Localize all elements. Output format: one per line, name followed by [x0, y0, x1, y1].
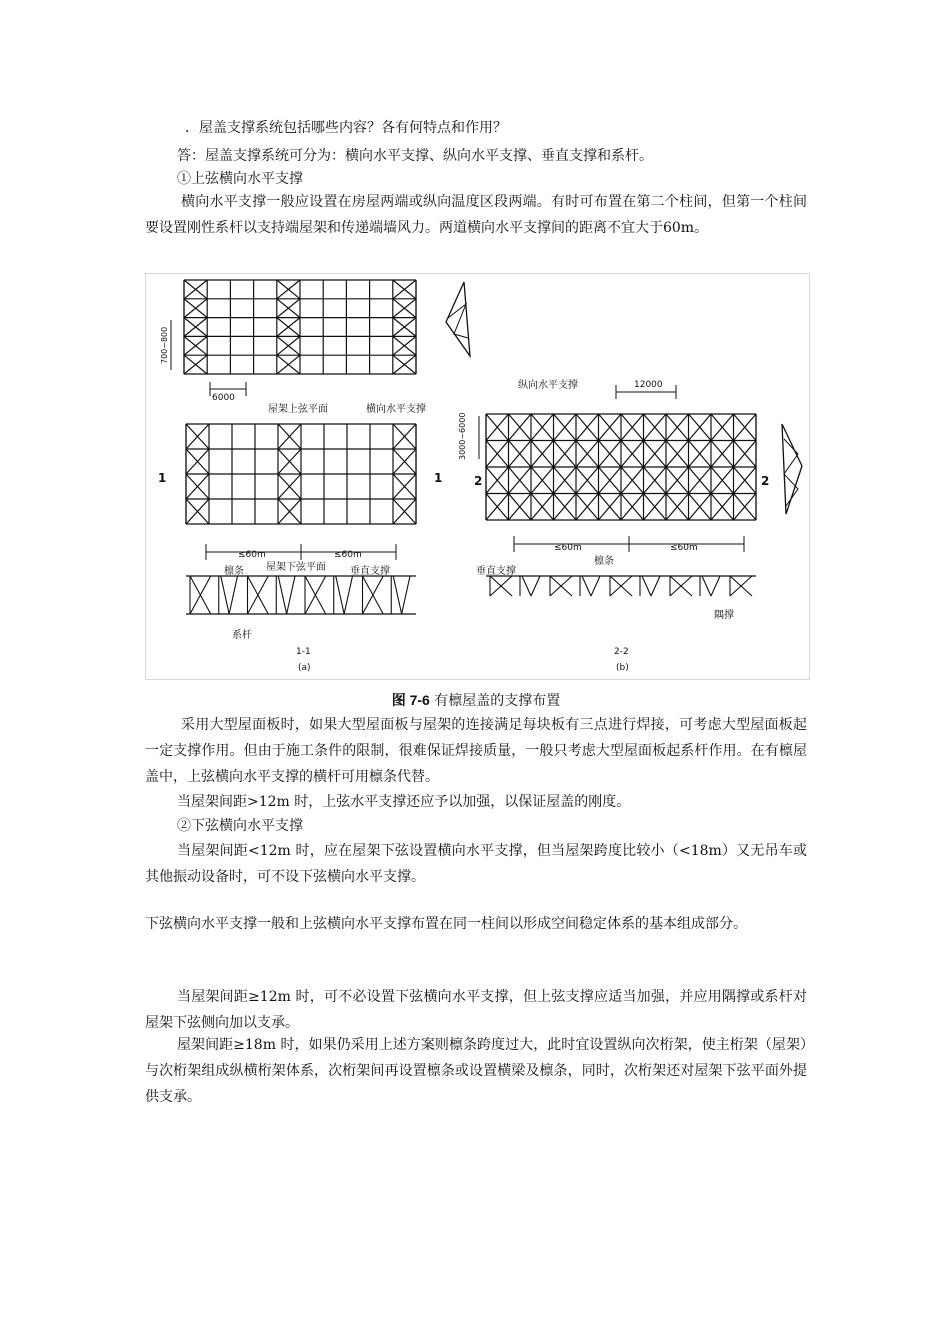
bracing-diagram: [146, 274, 809, 679]
paragraph-spacing-under-12m: 当屋架间距<12m 时，应在屋架下弦设置横向水平支撑，但当屋架跨度比较小（<18m）又无吊车或其他振动设备时，可不设下弦横向水平支撑。: [145, 843, 807, 885]
a-dim-60-2: ≤60m: [334, 550, 362, 560]
paragraph-spacing-18m-or-more: 屋架间距≥18m 时，如果仍采用上述方案则檩条跨度过大，此时宜设置纵向次桁架，使主桁架（屋架）与次桁架组成纵横桁架体系，次桁架间再设置檩条或设置横梁及檩条，同时，次桁架还对屋架下弦平面外提供支承。: [145, 1037, 807, 1105]
b-longitudinal-brace-label: 纵向水平支撑: [518, 380, 578, 391]
paragraph-top-chord: 横向水平支撑一般应设置在房屋两端或纵向温度区段两端。有时可布置在第二个柱间，但第一个柱间要设置刚性系杆以支持端屋架和传递端墙风力。两道横向水平支撑间的距离不宜大于60m。: [145, 194, 807, 236]
a-section-mark-left: 1: [158, 471, 167, 485]
a-dim-60-1: ≤60m: [238, 550, 266, 560]
caption-text: 有檩屋盖的支撑布置: [434, 693, 561, 709]
a-section-label: 1-1: [296, 647, 311, 657]
b-dim-60-2: ≤60m: [670, 543, 698, 553]
a-vertical-brace-label: 垂直支撑: [350, 566, 390, 577]
a-tie-label: 系杆: [232, 630, 252, 641]
a-section-mark-right: 1: [434, 471, 443, 485]
a-dim-spacing: 700~800: [160, 326, 169, 364]
a-purlin-label: 檩条: [224, 566, 244, 577]
paragraph-large-panel: 采用大型屋面板时，如果大型屋面板与屋架的连接满足每块板有三点进行焊接，可考虑大型屋面板起一定支撑作用。但由于施工条件的限制，很难保证焊接质量，一般只考虑大型屋面板起系杆作用。在有檩屋盖中，上弦横向水平支撑的横杆可用檩条代替。: [145, 717, 807, 785]
b-section-mark-left: 2: [474, 474, 483, 488]
question-title: ．屋盖支撑系统包括哪些内容？各有何特点和作用？: [185, 120, 507, 136]
a-top-plan-label: 屋架上弦平面: [268, 404, 328, 415]
heading-bottom-chord-brace: ②下弦横向水平支撑: [177, 818, 303, 834]
b-dim-spacing: 3000~6000: [458, 412, 467, 460]
side-truss-b: [782, 424, 802, 514]
bracing-figure: [145, 273, 810, 680]
a-transverse-brace-label: 横向水平支撑: [366, 404, 426, 415]
b-dim-60-1: ≤60m: [554, 543, 582, 553]
paragraph-spacing-12m-or-more: 当屋架间距≥12m 时，可不必设置下弦横向水平支撑，但上弦支撑应适当加强，并应用隅撑或系杆对屋架下弦侧向加以支承。: [145, 989, 807, 1031]
figure-caption: [145, 689, 807, 712]
caption-number: 图 7-6: [391, 692, 430, 708]
heading-top-chord-brace: ①上弦横向水平支撑: [177, 171, 303, 187]
side-truss-a: [446, 282, 470, 356]
answer-intro: 答：屋盖支撑系统可分为：横向水平支撑、纵向水平支撑、垂直支撑和系杆。: [177, 148, 653, 164]
paragraph-bottom-chord-layout: 下弦横向水平支撑一般和上弦横向水平支撑布置在同一柱间以形成空间稳定体系的基本组成部分。: [145, 916, 747, 932]
b-vertical-brace-label: 垂直支撑: [476, 566, 516, 577]
a-figure-label: (a): [298, 663, 311, 673]
paragraph-spacing-over-12m: 当屋架间距>12m 时，上弦水平支撑还应予以加强，以保证屋盖的刚度。: [177, 794, 631, 810]
b-dim-12000: 12000: [634, 380, 663, 390]
b-section-label: 2-2: [614, 647, 629, 657]
a-bottom-plan-label: 屋架下弦平面: [266, 562, 326, 573]
b-figure-label: (b): [616, 663, 629, 673]
a-dim-6000: 6000: [212, 393, 235, 403]
b-section-mark-right: 2: [761, 474, 770, 488]
b-purlin-label: 檩条: [594, 556, 614, 567]
b-corner-brace-label: 隅撑: [714, 610, 734, 621]
